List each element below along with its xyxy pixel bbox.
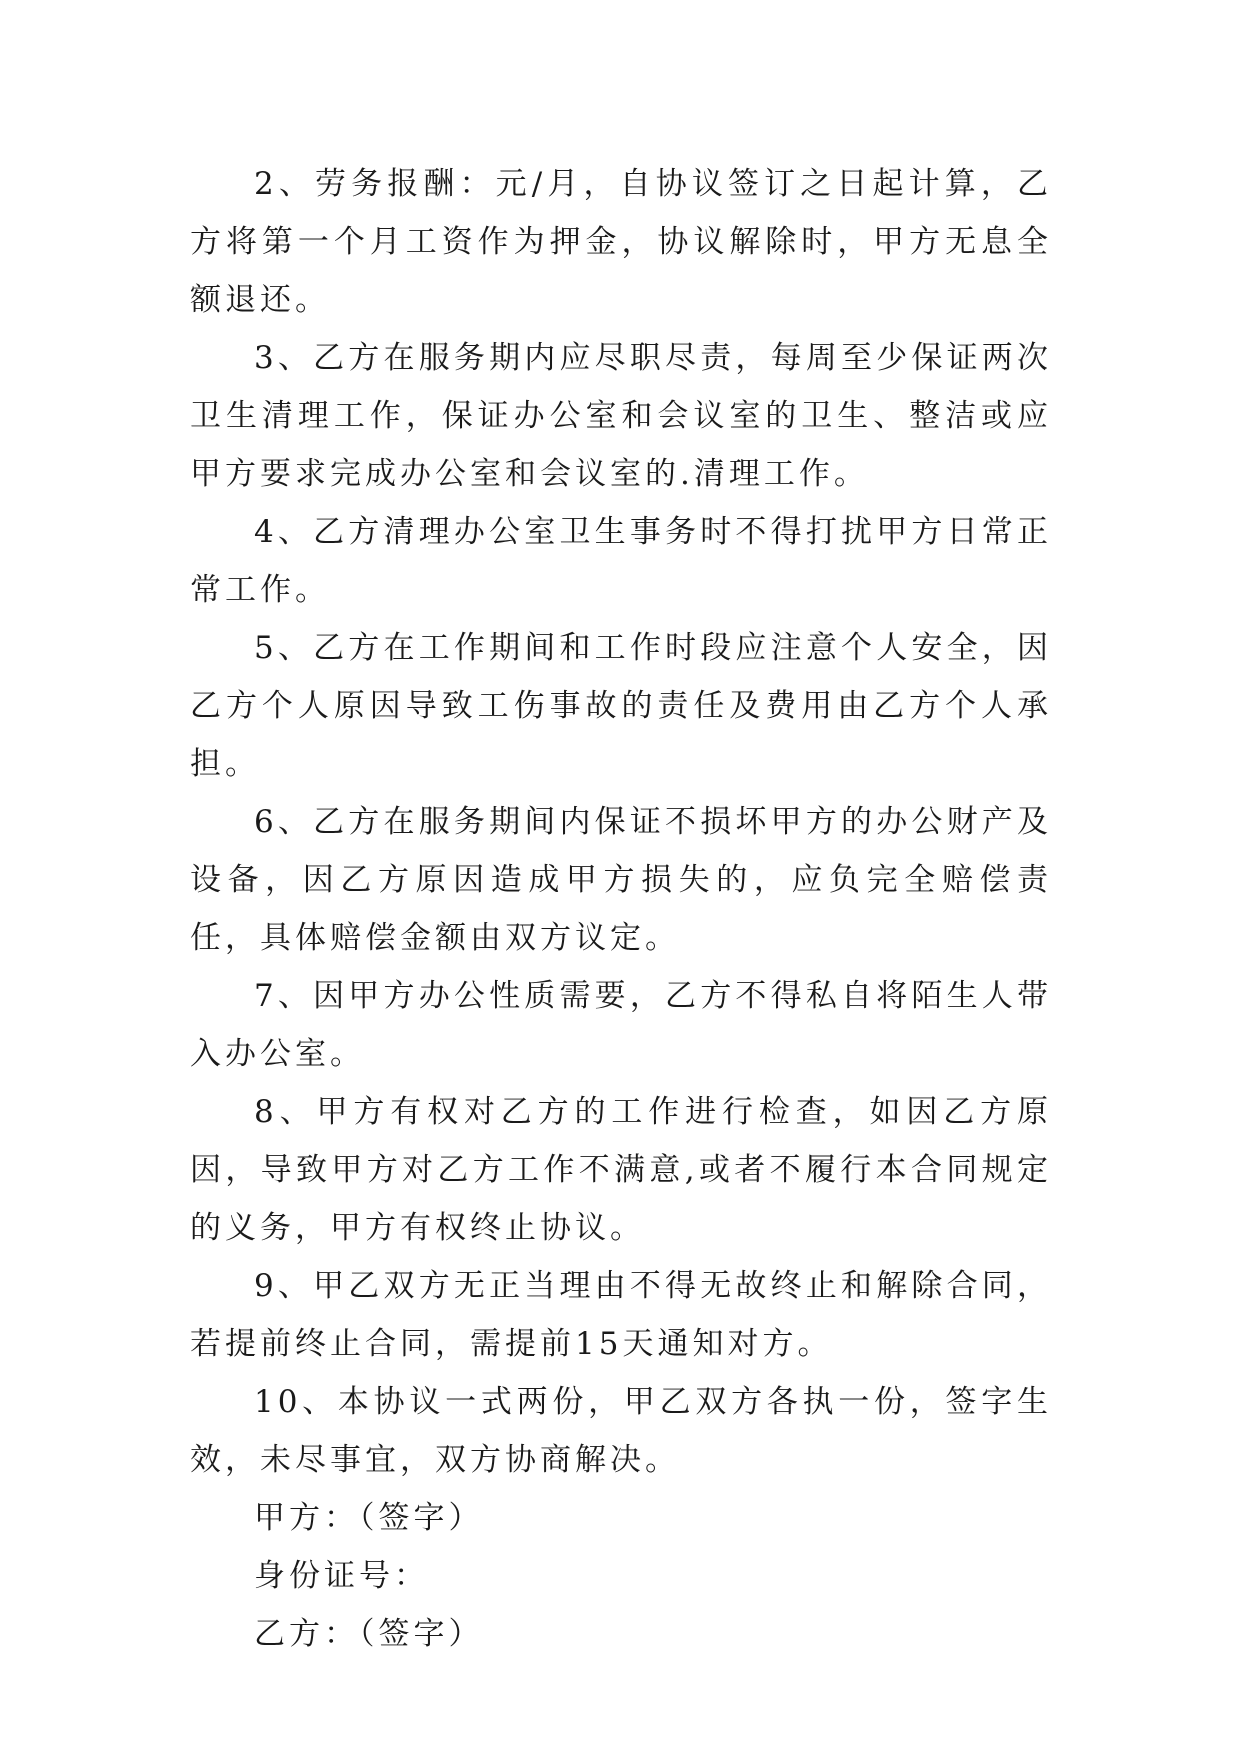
clause-9: 9、甲乙双方无正当理由不得无故终止和解除合同，若提前终止合同，需提前15天通知对方。 — [190, 1268, 1052, 1362]
clause-5: 5、乙方在工作期间和工作时段应注意个人安全，因乙方个人原因导致工伤事故的责任及费用由乙方个人承担。 — [190, 630, 1052, 782]
clause-6: 6、乙方在服务期间内保证不损坏甲方的办公财产及设备，因乙方原因造成甲方损失的，应负完全赔偿责任，具体赔偿金额由双方议定。 — [190, 804, 1052, 956]
id-number-field: 身份证号： — [254, 1558, 429, 1594]
clause-10: 10、本协议一式两份，甲乙双方各执一份，签字生效，未尽事宜，双方协商解决。 — [190, 1384, 1052, 1478]
party-a-signature: 甲方：（签字） — [254, 1500, 484, 1536]
clause-4: 4、乙方清理办公室卫生事务时不得打扰甲方日常正常工作。 — [190, 514, 1052, 608]
clause-2: 2、劳务报酬：元/月，自协议签订之日起计算，乙方将第一个月工资作为押金，协议解除时，甲方无息全额退还。 — [190, 166, 1052, 318]
clause-7: 7、因甲方办公性质需要，乙方不得私自将陌生人带入办公室。 — [190, 978, 1052, 1072]
clause-3: 3、乙方在服务期内应尽职尽责，每周至少保证两次卫生清理工作，保证办公室和会议室的卫生、整洁或应甲方要求完成办公室和会议室的.清理工作。 — [190, 340, 1052, 492]
document-page — [190, 155, 1052, 1663]
party-b-signature: 乙方：（签字） — [254, 1616, 484, 1652]
clause-8: 8、甲方有权对乙方的工作进行检查，如因乙方原因，导致甲方对乙方工作不满意,或者不履行本合同规定的义务，甲方有权终止协议。 — [190, 1094, 1052, 1246]
